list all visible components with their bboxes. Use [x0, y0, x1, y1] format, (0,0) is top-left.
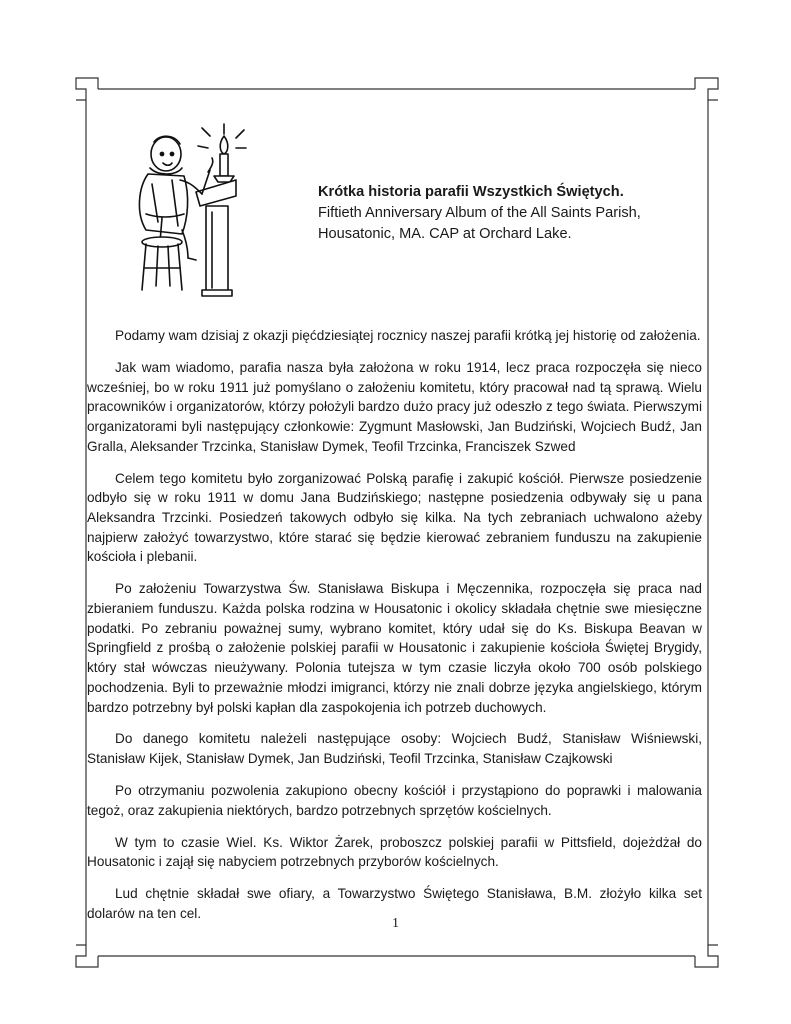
paragraph: Celem tego komitetu było zorganizować Polską parafię i zakupić kościół. Pierwsze posiedzenie odbyło się w roku 1911 w domu Jana Budzińskiego; następne posiedzenia odbywały się u pana Aleksandra Trzcinki. Posiedzeń takowych odbyło się kilka. Na tych zebraniach uchwalono ażeby najpierw założyć towarzystwo, które starać się będzie kierować zebraniem funduszu na zakupienie kościoła i plebanii.: [87, 470, 702, 565]
paragraph: Podamy wam dzisiaj z okazji pięćdziesiątej rocznicy naszej parafii krótką jej historię od założenia.: [115, 328, 701, 343]
monk-writing-illustration: [132, 118, 248, 300]
paragraph: W tym to czasie Wiel. Ks. Wiktor Żarek, proboszcz polskiej parafii w Pittsfield, dojeżdżał do Housatonic i zajął się nabyciem potrzebnych przyborów kościelnych.: [87, 834, 702, 870]
heading-subtitle-line1: Fiftieth Anniversary Album of the All Saints Parish,: [318, 205, 641, 221]
paragraph: Do danego komitetu należeli następujące osoby: Wojciech Budź, Stanisław Wiśniewski, Stanisław Kijek, Stanisław Dymek, Jan Budziński, Teofil Trzcinka, Stanisław Czajkowski: [87, 731, 702, 767]
paragraph: Po założeniu Towarzystwa Św. Stanisława Biskupa i Męczennika, rozpoczęła się praca nad zbieraniem funduszu. Każda polska rodzina w Housatonic i okolicy składała chętnie swe miesięczne podatki. Po zebraniu poważnej sumy, wybrano komitet, który udał się do Ks. Biskupa Beavan w Springfield z prośbą o założenie polskiej parafii w Housatonic i zakupienie kościoła Świętej Brygidy, który stał wówczas nieużywany. Polonia tutejsza w tym czasie liczyła około 700 osób polskiego pochodzenia. Byli to przeważnie młodzi imigranci, którzy nie znali dobrze języka angielskiego, którym bardzo potrzebny był polski kapłan dla zaspokojenia ich potrzeb duchowych.: [87, 581, 702, 715]
paragraph: Po otrzymaniu pozwolenia zakupiono obecny kościół i przystąpiono do poprawki i malowania tegoż, oraz zakupienia niektórych, bardzo potrzebnych sprzętów kościelnych.: [87, 783, 702, 818]
paragraph: Jak wam wiadomo, parafia nasza była założona w roku 1914, lecz praca rozpoczęła się nieco wcześniej, bo w roku 1911 już pomyślano o założeniu komitetu, który pracował nad tą sprawą. Wielu pracowników i organizatorów, którzy położyli bardzo dużo pracy już odeszło z tego świata. Pierwszymi organizatorami byli następujący członkowie: Zygmunt Masłowski, Jan Budziński, Wojciech Budź, Jan Gralla, Aleksander Trzcinka, Stanisław Dymek, Teofil Trzcinka, Franciszek Szwed: [87, 359, 702, 454]
paragraph: Lud chętnie składał swe ofiary, a Towarzystwo Świętego Stanisława, B.M. złożyło kilka set dolarów na ten cel.: [87, 886, 702, 921]
document-body: [87, 326, 702, 924]
document-heading: [318, 182, 718, 245]
page-number: 1: [392, 916, 399, 931]
heading-subtitle-line2: Housatonic, MA. CAP at Orchard Lake.: [318, 226, 572, 242]
heading-title: Krótka historia parafii Wszystkich Świętych.: [318, 184, 624, 200]
